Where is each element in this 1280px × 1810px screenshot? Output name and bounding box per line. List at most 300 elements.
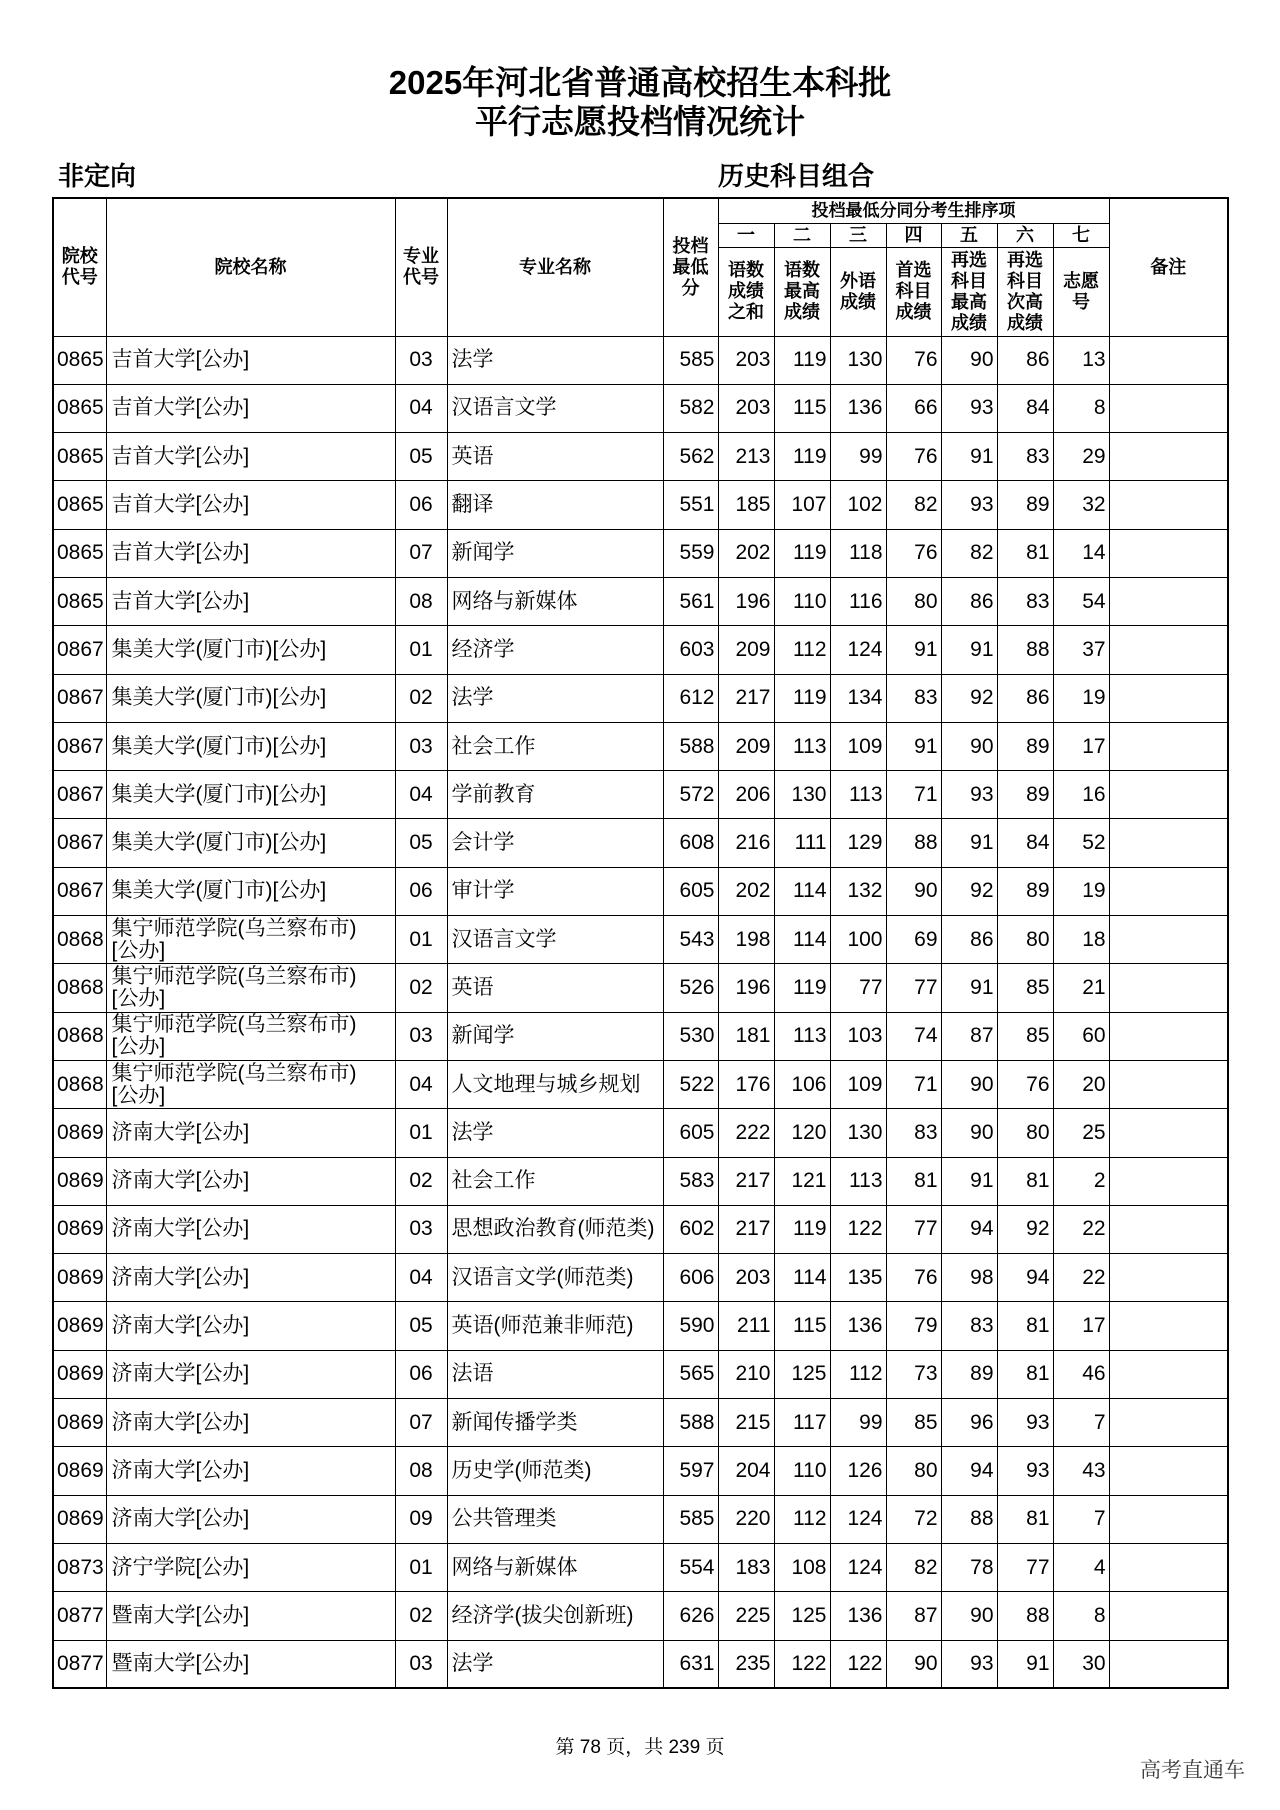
elective-second-cell: 89 [997,722,1053,770]
min-score-cell: 530 [663,1012,718,1060]
title-line-1: 2025年河北省普通高校招生本科批 [388,64,892,101]
school-code-cell: 0869 [53,1254,106,1302]
chinese-math-max-cell: 117 [774,1399,830,1447]
foreign-language-cell: 135 [830,1254,886,1302]
first-subject-cell: 76 [886,529,941,577]
header-first-subject: 首选科目成绩 [886,247,941,336]
min-score-cell: 612 [663,674,718,722]
chinese-math-sum-cell: 215 [718,1399,774,1447]
table-row [53,674,1228,722]
table-row [53,1399,1228,1447]
table-row [53,529,1228,577]
elective-second-cell: 76 [997,1060,1053,1108]
school-name-cell: 济南大学[公办] [106,1447,395,1495]
preference-number-cell: 13 [1053,336,1109,384]
chinese-math-max-cell: 106 [774,1060,830,1108]
elective-highest-cell: 87 [941,1012,997,1060]
elective-second-cell: 86 [997,336,1053,384]
preference-number-cell: 4 [1053,1543,1109,1591]
min-score-cell: 603 [663,626,718,674]
school-name-cell: 济南大学[公办] [106,1399,395,1447]
table-row [53,1157,1228,1205]
chinese-math-max-cell: 125 [774,1350,830,1398]
min-score-cell: 605 [663,867,718,915]
preference-number-cell: 8 [1053,1592,1109,1640]
min-score-cell: 583 [663,1157,718,1205]
foreign-language-cell: 130 [830,1109,886,1157]
elective-second-cell: 84 [997,384,1053,432]
elective-second-cell: 85 [997,964,1053,1012]
chinese-math-max-cell: 112 [774,1495,830,1543]
preference-number-cell: 20 [1053,1060,1109,1108]
first-subject-cell: 79 [886,1302,941,1350]
major-code-cell: 01 [395,626,447,674]
major-code-cell: 04 [395,1254,447,1302]
major-name-cell: 经济学(拔尖创新班) [447,1592,663,1640]
note-cell [1109,674,1228,722]
table-body [53,336,1228,1688]
preference-number-cell: 54 [1053,577,1109,625]
table-row [53,1205,1228,1253]
chinese-math-max-cell: 130 [774,771,830,819]
elective-highest-cell: 93 [941,1640,997,1688]
min-score-cell: 608 [663,819,718,867]
note-cell [1109,1592,1228,1640]
min-score-cell: 526 [663,964,718,1012]
min-score-cell: 602 [663,1205,718,1253]
chinese-math-sum-cell: 235 [718,1640,774,1688]
min-score-cell: 554 [663,1543,718,1591]
table-row [53,1109,1228,1157]
note-cell [1109,481,1228,529]
header-school-name: 院校名称 [106,198,395,336]
elective-second-cell: 81 [997,1302,1053,1350]
document-title [0,63,1280,141]
chinese-math-sum-cell: 196 [718,964,774,1012]
school-code-cell: 0865 [53,433,106,481]
first-subject-cell: 77 [886,1205,941,1253]
min-score-cell: 551 [663,481,718,529]
major-name-cell: 公共管理类 [447,1495,663,1543]
chinese-math-max-cell: 122 [774,1640,830,1688]
school-name-cell: 吉首大学[公办] [106,577,395,625]
major-code-cell: 01 [395,1543,447,1591]
major-name-cell: 思想政治教育(师范类) [447,1205,663,1253]
school-code-cell: 0865 [53,336,106,384]
header-elective-second: 再选科目次高成绩 [997,247,1053,336]
header-foreign-language: 外语成绩 [830,247,886,336]
elective-highest-cell: 93 [941,384,997,432]
note-cell [1109,722,1228,770]
foreign-language-cell: 132 [830,867,886,915]
major-name-cell: 网络与新媒体 [447,1543,663,1591]
first-subject-cell: 81 [886,1157,941,1205]
major-code-cell: 01 [395,1109,447,1157]
min-score-cell: 626 [663,1592,718,1640]
table-row [53,771,1228,819]
first-subject-cell: 66 [886,384,941,432]
major-code-cell: 01 [395,916,447,964]
school-code-cell: 0867 [53,771,106,819]
school-name-cell: 集宁师范学院(乌兰察布市)[公办] [106,1012,395,1060]
school-code-cell: 0877 [53,1640,106,1688]
category-label: 非定向 [58,161,137,191]
header-rank-4: 四 [886,223,941,247]
header-major-code: 专业代号 [395,198,447,336]
table-row [53,1012,1228,1060]
table-row [53,916,1228,964]
school-name-cell: 吉首大学[公办] [106,336,395,384]
table-row [53,722,1228,770]
first-subject-cell: 88 [886,819,941,867]
header-rank-5: 五 [941,223,997,247]
first-subject-cell: 90 [886,867,941,915]
major-code-cell: 04 [395,771,447,819]
major-name-cell: 法学 [447,336,663,384]
header-preference-number: 志愿号 [1053,247,1109,336]
first-subject-cell: 76 [886,1254,941,1302]
chinese-math-max-cell: 121 [774,1157,830,1205]
major-code-cell: 03 [395,722,447,770]
elective-second-cell: 89 [997,867,1053,915]
first-subject-cell: 76 [886,336,941,384]
major-code-cell: 02 [395,1157,447,1205]
preference-number-cell: 22 [1053,1205,1109,1253]
chinese-math-max-cell: 115 [774,384,830,432]
min-score-cell: 559 [663,529,718,577]
chinese-math-max-cell: 110 [774,577,830,625]
header-rank-3: 三 [830,223,886,247]
preference-number-cell: 52 [1053,819,1109,867]
min-score-cell: 590 [663,1302,718,1350]
foreign-language-cell: 136 [830,1302,886,1350]
major-code-cell: 02 [395,674,447,722]
major-code-cell: 05 [395,433,447,481]
elective-highest-cell: 90 [941,1060,997,1108]
major-name-cell: 汉语言文学(师范类) [447,1254,663,1302]
preference-number-cell: 17 [1053,1302,1109,1350]
first-subject-cell: 82 [886,1543,941,1591]
foreign-language-cell: 126 [830,1447,886,1495]
first-subject-cell: 90 [886,1640,941,1688]
header-min-score: 投档最低分 [663,198,718,336]
table-row [53,1254,1228,1302]
school-code-cell: 0868 [53,1012,106,1060]
chinese-math-max-cell: 114 [774,1254,830,1302]
note-cell [1109,1543,1228,1591]
chinese-math-sum-cell: 211 [718,1302,774,1350]
major-name-cell: 社会工作 [447,722,663,770]
chinese-math-sum-cell: 220 [718,1495,774,1543]
note-cell [1109,1495,1228,1543]
first-subject-cell: 83 [886,1109,941,1157]
header-major-name: 专业名称 [447,198,663,336]
chinese-math-sum-cell: 203 [718,384,774,432]
min-score-cell: 543 [663,916,718,964]
note-cell [1109,626,1228,674]
elective-highest-cell: 93 [941,481,997,529]
school-name-cell: 济南大学[公办] [106,1205,395,1253]
major-code-cell: 02 [395,964,447,1012]
min-score-cell: 606 [663,1254,718,1302]
major-code-cell: 02 [395,1592,447,1640]
elective-second-cell: 77 [997,1543,1053,1591]
foreign-language-cell: 113 [830,1157,886,1205]
chinese-math-sum-cell: 196 [718,577,774,625]
min-score-cell: 605 [663,1109,718,1157]
foreign-language-cell: 124 [830,1495,886,1543]
table-header [53,198,1228,336]
note-cell [1109,1060,1228,1108]
note-cell [1109,1350,1228,1398]
school-name-cell: 济南大学[公办] [106,1495,395,1543]
school-name-cell: 集宁师范学院(乌兰察布市)[公办] [106,916,395,964]
elective-second-cell: 81 [997,529,1053,577]
major-code-cell: 03 [395,1640,447,1688]
major-code-cell: 06 [395,481,447,529]
school-code-cell: 0869 [53,1157,106,1205]
school-code-cell: 0873 [53,1543,106,1591]
elective-second-cell: 83 [997,433,1053,481]
table-row [53,1640,1228,1688]
table-row [53,1592,1228,1640]
foreign-language-cell: 130 [830,336,886,384]
school-name-cell: 集宁师范学院(乌兰察布市)[公办] [106,964,395,1012]
header-rank-6: 六 [997,223,1053,247]
note-cell [1109,1399,1228,1447]
foreign-language-cell: 136 [830,1592,886,1640]
elective-second-cell: 93 [997,1447,1053,1495]
elective-highest-cell: 90 [941,722,997,770]
school-name-cell: 吉首大学[公办] [106,384,395,432]
elective-highest-cell: 92 [941,674,997,722]
note-cell [1109,916,1228,964]
chinese-math-max-cell: 115 [774,1302,830,1350]
foreign-language-cell: 109 [830,722,886,770]
note-cell [1109,964,1228,1012]
major-name-cell: 汉语言文学 [447,916,663,964]
table-row [53,867,1228,915]
preference-number-cell: 37 [1053,626,1109,674]
school-code-cell: 0865 [53,481,106,529]
preference-number-cell: 29 [1053,433,1109,481]
preference-number-cell: 14 [1053,529,1109,577]
first-subject-cell: 80 [886,1447,941,1495]
note-cell [1109,577,1228,625]
first-subject-cell: 82 [886,481,941,529]
elective-highest-cell: 90 [941,1109,997,1157]
first-subject-cell: 83 [886,674,941,722]
elective-second-cell: 88 [997,626,1053,674]
preference-number-cell: 43 [1053,1447,1109,1495]
school-name-cell: 暨南大学[公办] [106,1592,395,1640]
chinese-math-sum-cell: 213 [718,433,774,481]
table-row [53,384,1228,432]
preference-number-cell: 60 [1053,1012,1109,1060]
min-score-cell: 562 [663,433,718,481]
chinese-math-sum-cell: 209 [718,722,774,770]
school-code-cell: 0869 [53,1350,106,1398]
school-name-cell: 济南大学[公办] [106,1254,395,1302]
elective-second-cell: 81 [997,1157,1053,1205]
major-code-cell: 09 [395,1495,447,1543]
first-subject-cell: 91 [886,626,941,674]
chinese-math-sum-cell: 217 [718,674,774,722]
school-code-cell: 0865 [53,384,106,432]
title-line-2: 平行志愿投档情况统计 [475,103,805,140]
school-name-cell: 暨南大学[公办] [106,1640,395,1688]
header-chinese-math-max: 语数最高成绩 [774,247,830,336]
chinese-math-sum-cell: 216 [718,819,774,867]
preference-number-cell: 19 [1053,867,1109,915]
school-code-cell: 0868 [53,1060,106,1108]
subject-group-label: 历史科目组合 [718,161,875,191]
major-code-cell: 04 [395,1060,447,1108]
table-row [53,1060,1228,1108]
elective-highest-cell: 78 [941,1543,997,1591]
school-name-cell: 济南大学[公办] [106,1109,395,1157]
min-score-cell: 572 [663,771,718,819]
min-score-cell: 561 [663,577,718,625]
school-name-cell: 集宁师范学院(乌兰察布市)[公办] [106,1060,395,1108]
major-name-cell: 会计学 [447,819,663,867]
school-code-cell: 0867 [53,722,106,770]
elective-second-cell: 94 [997,1254,1053,1302]
note-cell [1109,1447,1228,1495]
school-name-cell: 集美大学(厦门市)[公办] [106,674,395,722]
chinese-math-sum-cell: 210 [718,1350,774,1398]
preference-number-cell: 32 [1053,481,1109,529]
major-name-cell: 英语(师范兼非师范) [447,1302,663,1350]
preference-number-cell: 17 [1053,722,1109,770]
table-row [53,1543,1228,1591]
header-school-code: 院校代号 [53,198,106,336]
elective-highest-cell: 86 [941,916,997,964]
major-name-cell: 经济学 [447,626,663,674]
table-row [53,1495,1228,1543]
elective-second-cell: 93 [997,1399,1053,1447]
elective-highest-cell: 90 [941,336,997,384]
major-name-cell: 翻译 [447,481,663,529]
foreign-language-cell: 122 [830,1205,886,1253]
school-code-cell: 0877 [53,1592,106,1640]
elective-second-cell: 89 [997,481,1053,529]
elective-highest-cell: 91 [941,964,997,1012]
table-row [53,1447,1228,1495]
foreign-language-cell: 99 [830,433,886,481]
first-subject-cell: 74 [886,1012,941,1060]
elective-second-cell: 81 [997,1350,1053,1398]
major-code-cell: 03 [395,336,447,384]
preference-number-cell: 22 [1053,1254,1109,1302]
page-number: 第 78 页，共 239 页 [555,1737,725,1758]
min-score-cell: 631 [663,1640,718,1688]
school-name-cell: 吉首大学[公办] [106,529,395,577]
elective-second-cell: 80 [997,916,1053,964]
min-score-cell: 585 [663,336,718,384]
elective-highest-cell: 94 [941,1447,997,1495]
foreign-language-cell: 113 [830,771,886,819]
chinese-math-sum-cell: 217 [718,1205,774,1253]
elective-highest-cell: 91 [941,1157,997,1205]
first-subject-cell: 87 [886,1592,941,1640]
header-note: 备注 [1109,198,1228,336]
min-score-cell: 588 [663,1399,718,1447]
major-code-cell: 07 [395,529,447,577]
elective-highest-cell: 83 [941,1302,997,1350]
school-code-cell: 0869 [53,1302,106,1350]
preference-number-cell: 21 [1053,964,1109,1012]
chinese-math-max-cell: 113 [774,1012,830,1060]
major-name-cell: 新闻学 [447,529,663,577]
chinese-math-sum-cell: 203 [718,1254,774,1302]
table-row [53,1302,1228,1350]
header-rank-1: 一 [718,223,774,247]
elective-second-cell: 91 [997,1640,1053,1688]
preference-number-cell: 16 [1053,771,1109,819]
major-code-cell: 07 [395,1399,447,1447]
min-score-cell: 565 [663,1350,718,1398]
table-row [53,626,1228,674]
major-name-cell: 审计学 [447,867,663,915]
school-name-cell: 吉首大学[公办] [106,433,395,481]
chinese-math-sum-cell: 202 [718,867,774,915]
elective-second-cell: 92 [997,1205,1053,1253]
elective-highest-cell: 91 [941,626,997,674]
preference-number-cell: 18 [1053,916,1109,964]
major-code-cell: 06 [395,1350,447,1398]
note-cell [1109,1157,1228,1205]
foreign-language-cell: 134 [830,674,886,722]
chinese-math-max-cell: 119 [774,433,830,481]
foreign-language-cell: 77 [830,964,886,1012]
chinese-math-max-cell: 114 [774,916,830,964]
elective-highest-cell: 98 [941,1254,997,1302]
chinese-math-max-cell: 125 [774,1592,830,1640]
admission-table [52,197,1229,1689]
foreign-language-cell: 136 [830,384,886,432]
note-cell [1109,771,1228,819]
school-name-cell: 集美大学(厦门市)[公办] [106,867,395,915]
preference-number-cell: 7 [1053,1495,1109,1543]
chinese-math-sum-cell: 181 [718,1012,774,1060]
chinese-math-max-cell: 119 [774,336,830,384]
elective-second-cell: 89 [997,771,1053,819]
first-subject-cell: 69 [886,916,941,964]
header-tiebreak-group: 投档最低分同分考生排序项 [718,198,1109,223]
school-name-cell: 集美大学(厦门市)[公办] [106,771,395,819]
min-score-cell: 588 [663,722,718,770]
foreign-language-cell: 109 [830,1060,886,1108]
chinese-math-sum-cell: 217 [718,1157,774,1205]
note-cell [1109,1302,1228,1350]
major-code-cell: 03 [395,1012,447,1060]
chinese-math-sum-cell: 222 [718,1109,774,1157]
foreign-language-cell: 102 [830,481,886,529]
elective-highest-cell: 90 [941,1592,997,1640]
major-code-cell: 08 [395,577,447,625]
major-code-cell: 06 [395,867,447,915]
chinese-math-max-cell: 119 [774,964,830,1012]
school-name-cell: 济南大学[公办] [106,1302,395,1350]
preference-number-cell: 19 [1053,674,1109,722]
major-name-cell: 新闻传播学类 [447,1399,663,1447]
foreign-language-cell: 122 [830,1640,886,1688]
chinese-math-max-cell: 111 [774,819,830,867]
table-row [53,819,1228,867]
note-cell [1109,1254,1228,1302]
chinese-math-max-cell: 114 [774,867,830,915]
